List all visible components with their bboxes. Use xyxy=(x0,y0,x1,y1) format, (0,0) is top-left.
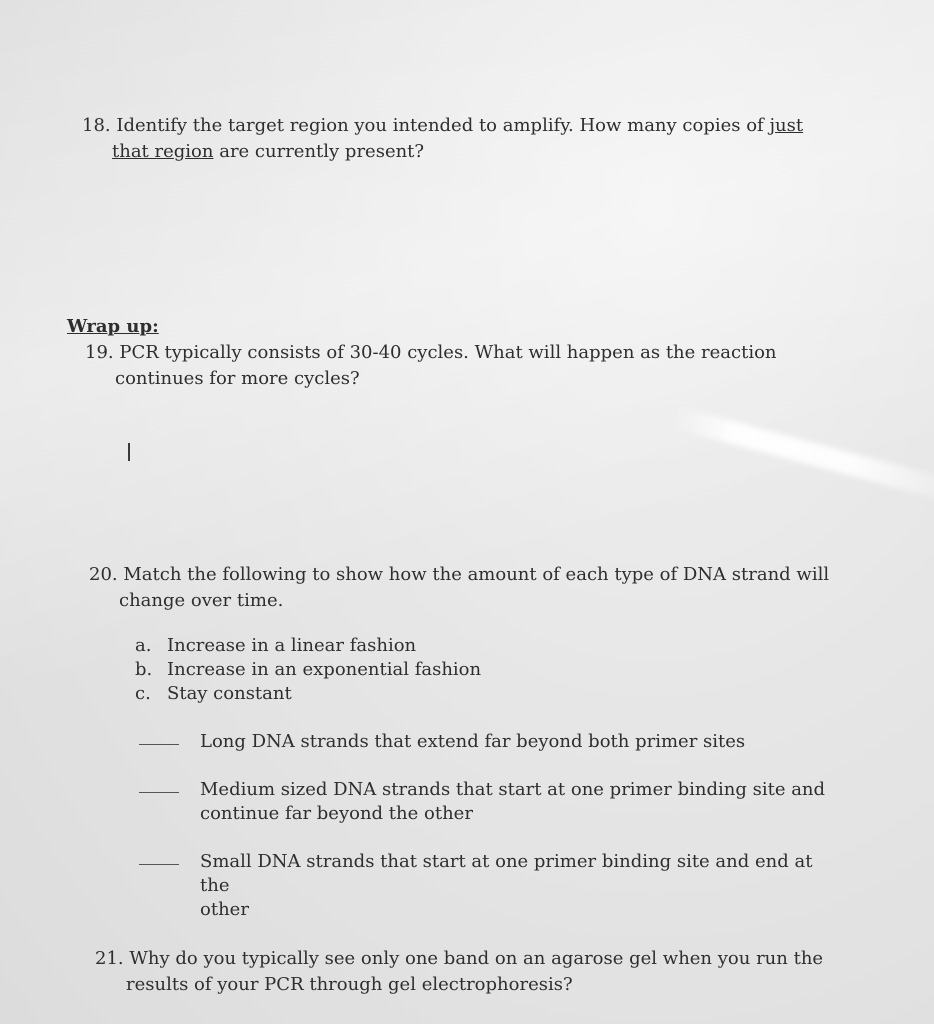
question-18-underlined-region: that region xyxy=(112,141,214,162)
match-item-text: Medium sized DNA strands that start at one primer binding site and xyxy=(200,779,826,800)
question-19-number: 19. xyxy=(85,342,114,363)
question-18-text-start: Identify the target region you intended to amplify. How many copies of xyxy=(116,115,770,136)
question-20 xyxy=(89,562,849,614)
option-letter: a. xyxy=(135,635,152,656)
option-c xyxy=(135,682,481,706)
question-20-line1: Match the following to show how the amount of each type of DNA strand will xyxy=(123,564,830,585)
question-19-line1: PCR typically consists of 30-40 cycles. What will happen as the reaction xyxy=(119,342,777,363)
answer-blank[interactable] xyxy=(139,864,179,865)
question-18 xyxy=(82,113,822,165)
match-item-text: Small DNA strands that start at one primer binding site and end at the xyxy=(200,851,813,896)
answer-blank[interactable] xyxy=(139,744,179,745)
text-cursor xyxy=(128,443,130,461)
question-18-text-end: are currently present? xyxy=(213,141,425,162)
option-letter: b. xyxy=(135,659,153,680)
screen-glare xyxy=(672,407,934,506)
question-19 xyxy=(85,340,825,392)
option-text: Stay constant xyxy=(167,683,292,704)
question-21-number: 21. xyxy=(95,948,124,969)
match-item-small-strands xyxy=(139,850,839,922)
option-a xyxy=(135,634,481,658)
match-item-long-strands xyxy=(139,730,839,754)
question-18-number: 18. xyxy=(82,115,111,136)
question-21 xyxy=(95,946,855,998)
question-21-line2: results of your PCR through gel electrophoresis? xyxy=(126,974,573,995)
question-20-number: 20. xyxy=(89,564,118,585)
wrap-up-heading: Wrap up: xyxy=(67,316,159,337)
option-b xyxy=(135,658,481,682)
match-item-text-cont: continue far beyond the other xyxy=(200,803,473,824)
question-19-line2: continues for more cycles? xyxy=(115,368,360,389)
match-item-text-cont: other xyxy=(200,899,249,920)
option-text: Increase in a linear fashion xyxy=(167,635,417,656)
question-21-line1: Why do you typically see only one band on an agarose gel when you run the xyxy=(129,948,824,969)
match-item-medium-strands xyxy=(139,778,839,826)
answer-options xyxy=(135,634,481,706)
match-item-text: Long DNA strands that extend far beyond both primer sites xyxy=(200,731,746,752)
option-letter: c. xyxy=(135,683,151,704)
option-text: Increase in an exponential fashion xyxy=(167,659,482,680)
question-18-underlined-just: just xyxy=(769,115,804,136)
answer-blank[interactable] xyxy=(139,792,179,793)
question-20-line2: change over time. xyxy=(119,590,284,611)
